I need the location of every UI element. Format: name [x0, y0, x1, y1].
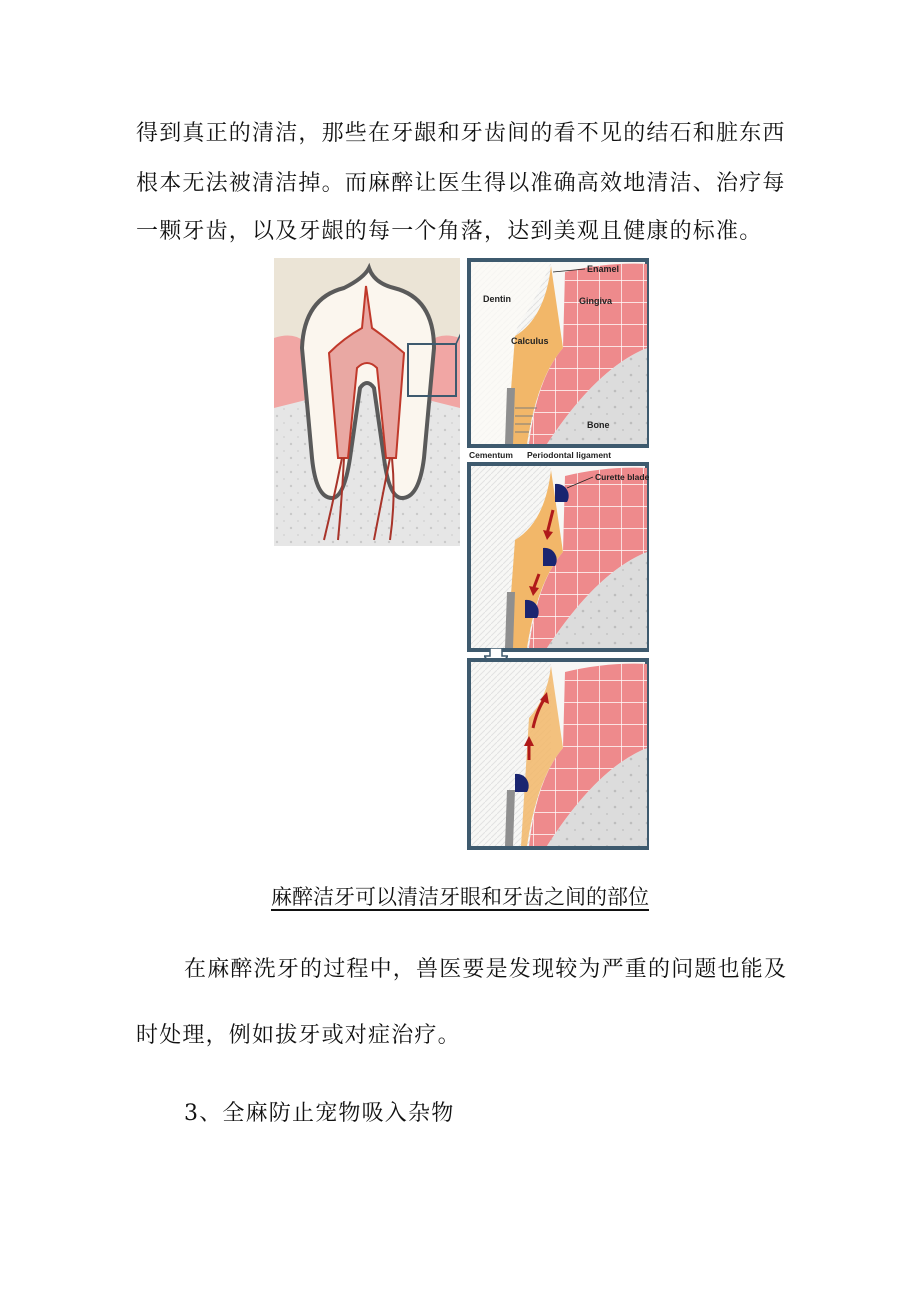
label-curette-blade: Curette blade: [595, 472, 649, 482]
label-bone: Bone: [587, 420, 610, 430]
paragraph-line-3: 一颗牙齿，以及牙龈的每一个角落，达到美观且健康的标准。: [136, 219, 763, 244]
label-gingiva: Gingiva: [579, 296, 613, 306]
gum-detail-panel-3: [467, 658, 649, 850]
tooth-cross-section-illustration: [274, 258, 460, 546]
paragraph-2-line-2: 时处理，例如拔牙或对症治疗。: [136, 1023, 461, 1048]
paragraph-line-1: 得到真正的清洁，那些在牙龈和牙齿间的看不见的结石和脏东西: [136, 121, 786, 146]
label-periodontal-ligament: Periodontal ligament: [527, 450, 612, 460]
label-calculus: Calculus: [511, 336, 549, 346]
label-dentin: Dentin: [483, 294, 511, 304]
section-3-heading: 3、全麻防止宠物吸入杂物: [184, 1101, 455, 1126]
label-enamel: Enamel: [587, 264, 620, 274]
figure-caption: 麻醉洁牙可以清洁牙眼和牙齿之间的部位: [271, 885, 649, 909]
gum-detail-panel-1: [467, 258, 649, 462]
paragraph-2-line-1: 在麻醉洗牙的过程中，兽医要是发现较为严重的问题也能及: [184, 957, 788, 982]
label-cementum: Cementum: [469, 450, 513, 460]
paragraph-line-2: 根本无法被清洁掉。而麻醉让医生得以准确高效地清洁、治疗每: [136, 171, 786, 196]
gum-detail-panel-2: [467, 462, 649, 652]
